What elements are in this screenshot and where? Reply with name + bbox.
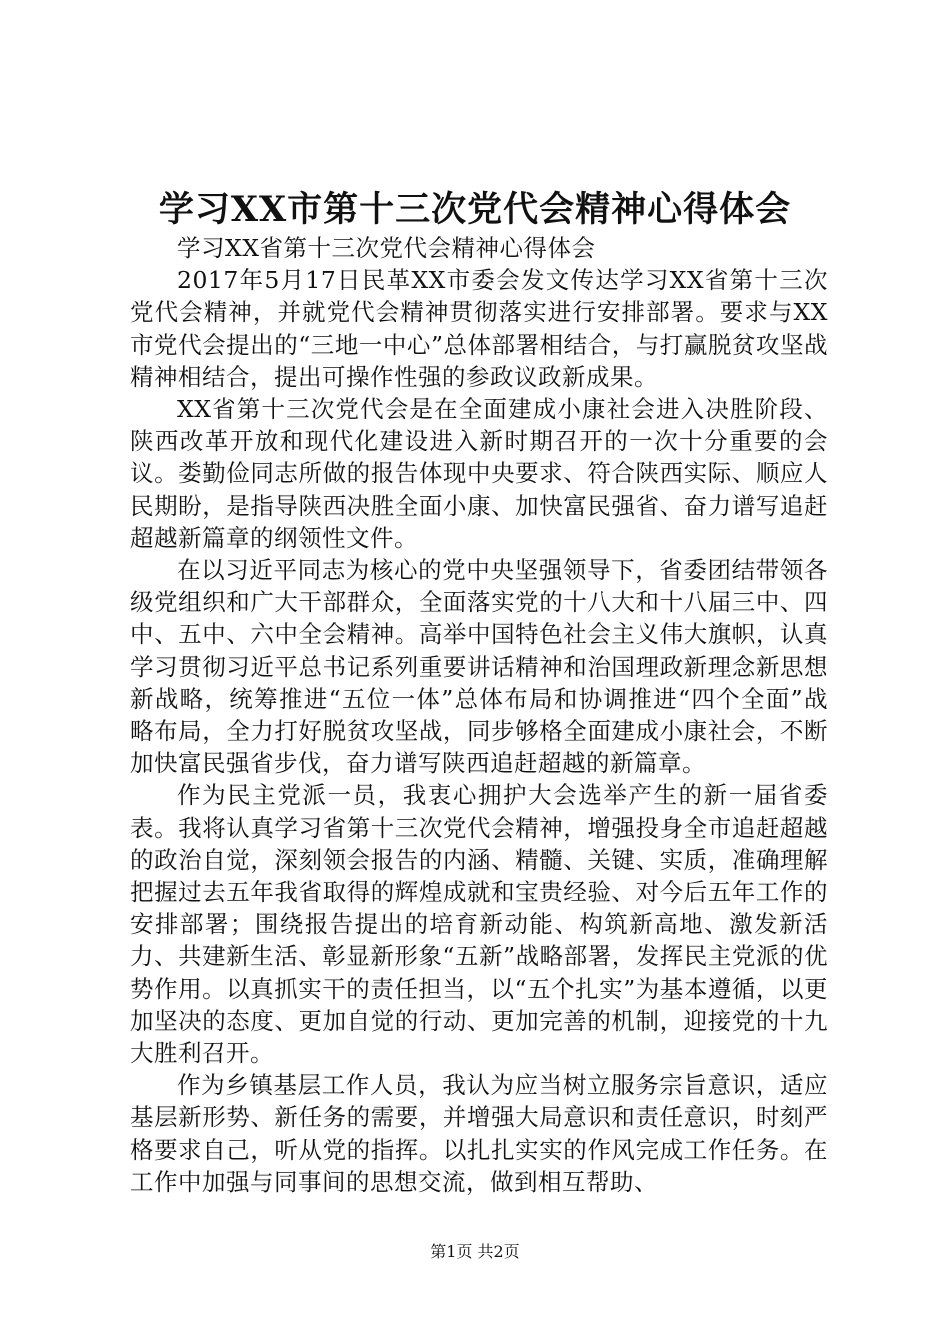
page-footer: 第1页 共2页	[430, 1242, 520, 1261]
paragraph-3: 在以习近平同志为核心的党中央坚强领导下，省委团结带领各级党组织和广大干部群众，全面落实党的十八大和十八届三中、四中、五中、六中全会精神。高举中国特色社会主义伟大旗帜，认真学习贯彻习近平总书记系列重要讲话精神和治国理政新理念新思想新战略，统筹推进“五位一体”总体布局和协调推进“四个全面”战略布局，全力打好脱贫攻坚战，同步够格全面建成小康社会，不断加快富民强省步伐，奋力谱写陕西追赶超越的新篇章。	[130, 556, 828, 778]
paragraph-4: 作为民主党派一员，我衷心拥护大会选举产生的新一届省委表。我将认真学习省第十三次党代会精神，增强投身全市追赶超越的政治自觉，深刻领会报告的内涵、精髓、关键、实质，准确理解把握过去五年我省取得的辉煌成就和宝贵经验、对今后五年工作的安排部署；围绕报告提出的培育新动能、构筑新高地、激发新活力、共建新生活、彰显新形象“五新”战略部署，发挥民主党派的优势作用。以真抓实干的责任担当，以“五个扎实”为基本遵循，以更加坚决的态度、更加自觉的行动、更加完善的机制，迎接党的十九大胜利召开。	[130, 781, 828, 1068]
document-body	[130, 232, 828, 1198]
paragraph-1: 2017年5月17日民革XX市委会发文传达学习XX省第十三次党代会精神，并就党代会精神贯彻落实进行安排部署。要求与XX市党代会提出的“三地一中心”总体部署相结合，与打赢脱贫攻坚战精神相结合，提出可操作性强的参政议政新成果。	[130, 266, 828, 391]
paragraph-subtitle: 学习XX省第十三次党代会精神心得体会	[177, 234, 596, 262]
document-title: 学习XX市第十三次党代会精神心得体会	[158, 189, 792, 230]
paragraph-5: 作为乡镇基层工作人员，我认为应当树立服务宗旨意识，适应基层新形势、新任务的需要，并增强大局意识和责任意识，时刻严格要求自己，听从党的指挥。以扎扎实实的作风完成工作任务。在工作中加强与同事间的思想交流，做到相互帮助、	[130, 1071, 828, 1196]
paragraph-2: XX省第十三次党代会是在全面建成小康社会进入决胜阶段、陕西改革开放和现代化建设进入新时期召开的一次十分重要的会议。娄勤俭同志所做的报告体现中央要求、符合陕西实际、顺应人民期盼，是指导陕西决胜全面小康、加快富民强省、奋力谱写追赶超越新篇章的纲领性文件。	[130, 395, 828, 552]
